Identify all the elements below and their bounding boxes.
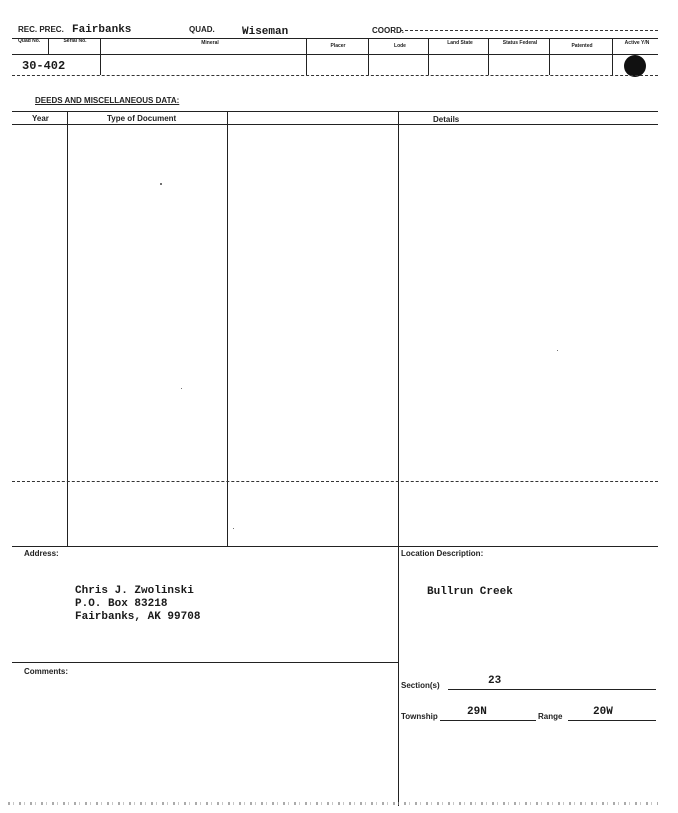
divider: [612, 38, 613, 75]
range-label: Range: [538, 712, 563, 721]
scan-speck: [160, 183, 162, 185]
township-underline: [440, 720, 536, 721]
rec-prec-value: Fairbanks: [72, 24, 132, 36]
deeds-header-rule: [12, 124, 658, 125]
divider: [488, 38, 489, 75]
quad-label: QUAD.: [189, 25, 215, 34]
divider: [428, 38, 429, 75]
col-active: Active Y/N: [624, 40, 650, 46]
divider: [549, 38, 550, 75]
deeds-bottom-rule: [12, 546, 658, 547]
address-line: Fairbanks, AK 99708: [75, 611, 201, 623]
section-underline: [448, 689, 656, 690]
quad-value: Wiseman: [242, 26, 289, 38]
section-value: 23: [488, 675, 502, 687]
coord-label: COORD.: [372, 26, 404, 35]
location-label: Location Description:: [401, 549, 484, 558]
col-status-federal: Status Federal: [502, 40, 538, 46]
col-patented: Patented: [571, 43, 593, 49]
scan-speck: [233, 528, 234, 529]
comments-top-rule: [12, 662, 398, 663]
col-land-state: Land State: [447, 40, 473, 46]
section-label: Section(s): [401, 681, 440, 690]
address-label: Address:: [24, 549, 59, 558]
col-quad-no: Quad No.: [18, 38, 41, 44]
address-block: [75, 585, 200, 624]
township-value: 29N: [467, 706, 487, 718]
deeds-top-rule: [12, 111, 658, 112]
deeds-dashed-rule: [12, 481, 658, 482]
divider: [100, 38, 101, 75]
col-type-header: Type of Document: [107, 114, 177, 123]
col-mineral: Mineral: [201, 40, 219, 46]
township-label: Township: [401, 712, 438, 721]
quad-no-value: 30-402: [22, 59, 66, 73]
col-details-header: Details: [433, 115, 460, 124]
col-year-header: Year: [32, 114, 49, 123]
deeds-section-title: DEEDS AND MISCELLANEOUS DATA:: [35, 96, 180, 105]
data-row-dashed-rule: [12, 75, 658, 76]
scan-speck: [181, 388, 182, 389]
scan-edge-noise: [8, 802, 658, 805]
range-underline: [568, 720, 656, 721]
scan-speck: [557, 350, 558, 351]
divider: [48, 38, 49, 55]
rec-prec-label: REC. PREC.: [18, 25, 64, 34]
range-value: 20W: [593, 706, 613, 718]
header-rule: [12, 38, 658, 39]
divider: [398, 111, 399, 806]
col-placer: Placer: [330, 43, 346, 49]
divider: [306, 38, 307, 75]
divider: [368, 38, 369, 75]
address-line: Chris J. Zwolinski: [75, 585, 194, 597]
col-serial-no: Serial No.: [63, 38, 87, 44]
active-marker-dot: [624, 55, 646, 77]
address-line: P.O. Box 83218: [75, 598, 168, 610]
comments-label: Comments:: [24, 667, 69, 676]
col-lode: Lode: [394, 43, 406, 49]
coord-dashed-line: [400, 30, 658, 31]
column-header-rule: [12, 54, 658, 55]
location-value: Bullrun Creek: [427, 586, 513, 598]
